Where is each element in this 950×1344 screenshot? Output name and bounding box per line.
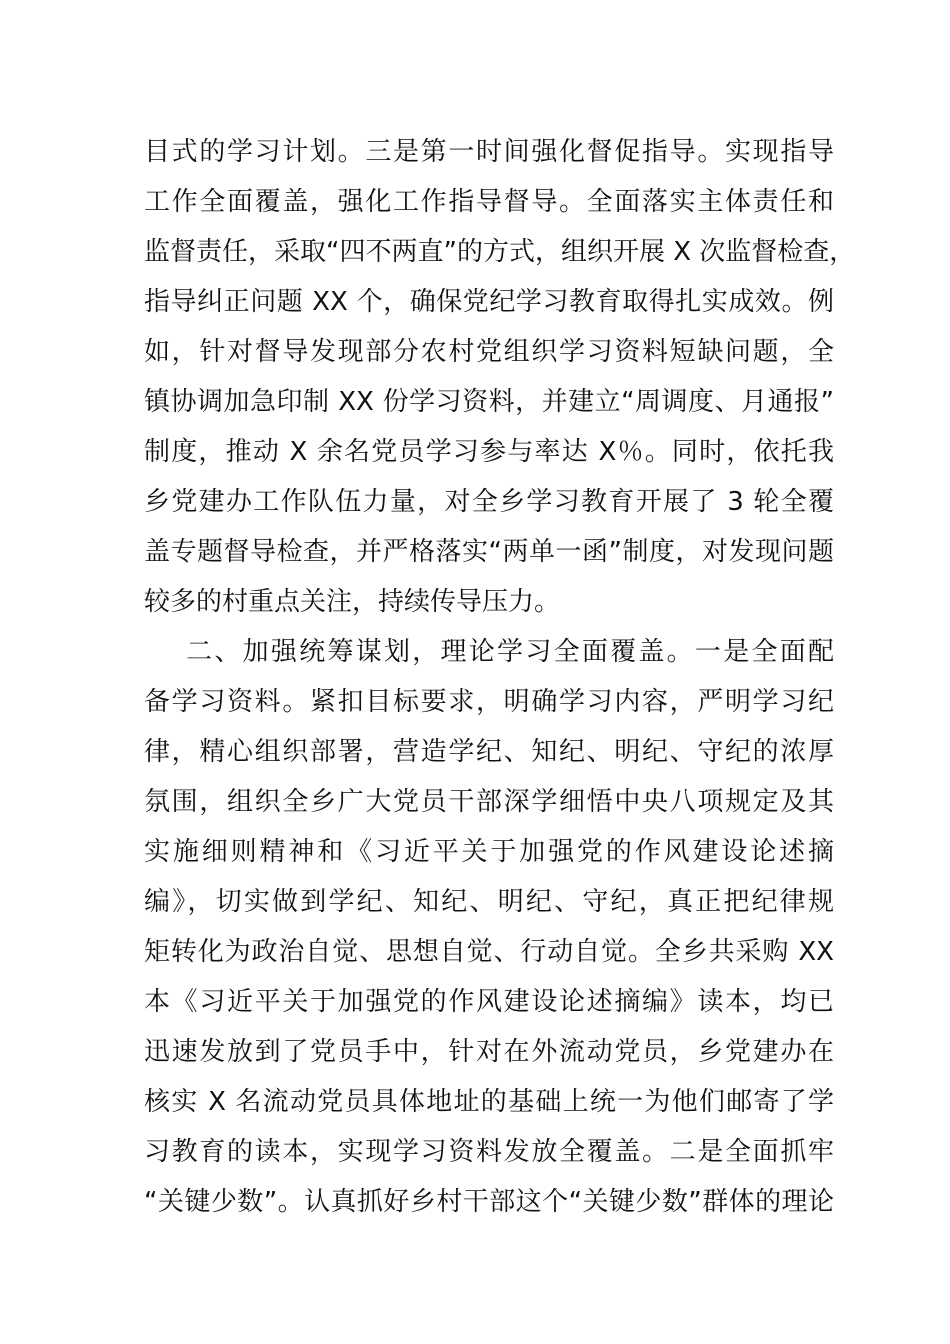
text-line: 工作全面覆盖，强化工作指导督导。全面落实主体责任和 bbox=[144, 187, 834, 217]
text-line: 律，精心组织部署，营造学纪、知纪、明纪、守纪的浓厚 bbox=[144, 737, 834, 767]
body-text bbox=[144, 127, 856, 1227]
paragraph-end-line: 较多的村重点关注，持续传导压力。 bbox=[144, 587, 561, 617]
text-line: 乡党建办工作队伍力量，对全乡学习教育开展了 3 轮全覆 bbox=[144, 487, 834, 517]
text-line: 监督责任，采取“四不两直”的方式，组织开展 X 次监督检查， bbox=[144, 237, 856, 267]
text-line: 编》，切实做到学纪、知纪、明纪、守纪，真正把纪律规 bbox=[144, 887, 834, 917]
text-line: 矩转化为政治自觉、思想自觉、行动自觉。全乡共采购 XX bbox=[144, 937, 834, 967]
text-line: 镇协调加急印制 XX 份学习资料，并建立“周调度、月通报” bbox=[144, 387, 834, 417]
text-line: “关键少数”。认真抓好乡村干部这个“关键少数”群体的理论 bbox=[144, 1187, 834, 1217]
text-line: 核实 X 名流动党员具体地址的基础上统一为他们邮寄了学 bbox=[144, 1087, 834, 1117]
text-line: 本《习近平关于加强党的作风建设论述摘编》读本，均已 bbox=[144, 987, 834, 1017]
text-line: 盖专题督导检查，并严格落实“两单一函”制度，对发现问题 bbox=[144, 537, 834, 567]
text-line: 备学习资料。紧扣目标要求，明确学习内容，严明学习纪 bbox=[144, 687, 834, 717]
text-line: 迅速发放到了党员手中，针对在外流动党员，乡党建办在 bbox=[144, 1037, 834, 1067]
text-line: 实施细则精神和《习近平关于加强党的作风建设论述摘 bbox=[144, 837, 834, 867]
text-line: 氛围，组织全乡广大党员干部深学细悟中央八项规定及其 bbox=[144, 787, 834, 817]
section-heading-line: 二、加强统筹谋划，理论学习全面覆盖。一是全面配 bbox=[144, 637, 834, 667]
text-line: 指导纠正问题 XX 个，确保党纪学习教育取得扎实成效。例 bbox=[144, 287, 834, 317]
text-line: 习教育的读本，实现学习资料发放全覆盖。二是全面抓牢 bbox=[144, 1137, 834, 1167]
text-line: 制度，推动 X 余名党员学习参与率达 X％。同时，依托我 bbox=[144, 437, 834, 467]
text-line: 目式的学习计划。三是第一时间强化督促指导。实现指导 bbox=[144, 137, 834, 167]
text-line: 如，针对督导发现部分农村党组织学习资料短缺问题，全 bbox=[144, 337, 834, 367]
